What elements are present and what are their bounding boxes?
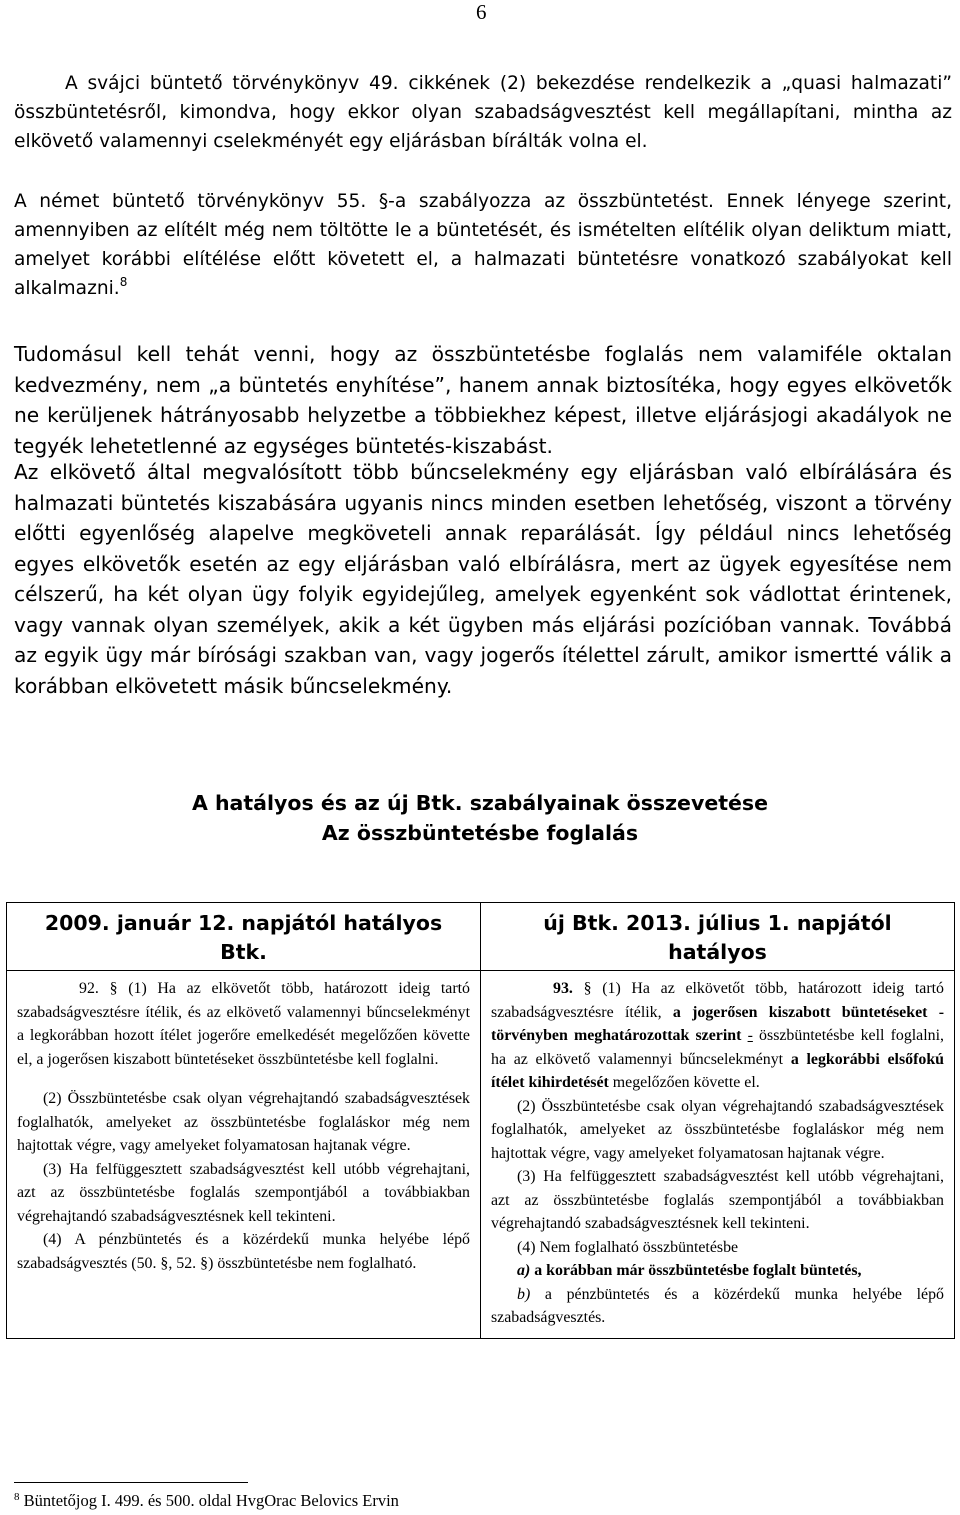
comparison-table: [6, 902, 955, 1339]
old-section-1: [17, 977, 470, 1071]
old-section-3: (3) Ha felfüggesztett szabadságvesztést kell utóbb végrehajtani, azt az összbüntetésbe foglalás szempontjából a továbbiakban végrehajtandó szabadságvesztésnek kell tekinteni.: [17, 1160, 470, 1225]
new-section-4b-label: b): [517, 1285, 531, 1303]
tudomasul-paragraph: [14, 339, 952, 461]
tudomasul-text-b: , hanem annak biztosítéka, hogy egyes elkövetők ne kerüljenek hátrányosabb helyzetbe a többiekhez képest, illetve eljárásjogi akadályok ne tegyék lehetetlenné az egységes büntetés-kiszabást.: [14, 372, 952, 458]
german-code-lead: A német büntető törvénykönyv 55. §-a szabályozza az összbüntetést.: [14, 191, 714, 212]
new-section-4b-text: a pénzbüntetés és a közérdekű munka helyébe lépő szabadságvesztés.: [491, 1285, 944, 1326]
elkoveto-paragraph: Az elkövető által megvalósított több bűncselekmény egy eljárásban való elbírálására és halmazati büntetés kiszabására ugyanis nincs minden esetben lehetőség, viszont a törvény előtti egyenlőség alapelve megköveteli annak reparálását. Így például nincs lehetőség egyes elkövetők esetén az egy eljárásban való elbírálásra, mert az ügyek egyesítése nem célszerű, ha két olyan ügy folyik egyidejűleg, amelyek egyenként sok vádlottat érintenek, vagy vannak olyan személyek, akik a két ügyben más eljárási pozícióban vannak. Továbbá az egyik ügy már bírósági szakban van, vagy jogerős ítélettel zárult, amikor ismertté válik a korábban elkövetett másik bűncselekmény.: [14, 460, 952, 698]
comparison-subtitle: Az összbüntetésbe foglalás: [321, 821, 639, 845]
old-section-4: (4) A pénzbüntetés és a közérdekű munka helyébe lépő szabadságvesztés (50. §, 52. §) összbüntetésbe nem foglalható.: [17, 1231, 470, 1272]
new-section-1-text-e: megelőzően követte el.: [608, 1074, 760, 1091]
new-section-1-text-c: összbüntetésbe kell foglalni, ha az elkövető valamennyi bűncselekményt: [491, 1027, 944, 1068]
new-section-3: (3) Ha felfüggesztett szabadságvesztést kell utóbb végrehajtani, azt az összbüntetésbe foglalás szempontjából a továbbiakban végrehajtandó szabadságvesztésnek kell tekinteni.: [491, 1168, 944, 1232]
new-section-number: 93.: [553, 980, 584, 997]
new-section-4a-label: a): [517, 1262, 531, 1279]
old-section-2: (2) Összbüntetésbe csak olyan végrehajtandó szabadságvesztések foglalhatók, amelyeket az összbüntetésbe foglaláskor még nem hajtottak végre, vagy amelyeket folyamatosan hajtanak végre.: [17, 1090, 470, 1154]
footnote: [14, 1490, 399, 1512]
footnote-reference: 8: [119, 275, 128, 289]
new-section-1: [491, 977, 944, 1095]
new-section-1-text-a: § (1) Ha az elkövetőt több, határozott ideig tartó szabadságvesztésre ítélik,: [491, 980, 944, 1021]
page-number: 6: [476, 0, 487, 24]
new-section-1-emphasis-2: a legkorábbi elsőfokú ítélet kihirdetését: [491, 1050, 944, 1091]
new-section-1-emphasis-1: a jogerősen kiszabott büntetéseket - törvényben meghatározottak szerint: [491, 1003, 945, 1044]
footnote-number: 8: [14, 1491, 20, 1503]
footnote-text: Büntetőjog I. 499. és 500. oldal HvgOrac Belovics Ervin: [19, 1491, 399, 1510]
old-btk-header: 2009. január 12. napjától hatályos Btk.: [7, 903, 481, 971]
new-section-4b: [491, 1283, 944, 1330]
old-section-1-text: § (1) Ha az elkövetőt több, határozott ideig tartó szabadságvesztésre ítélik, és az elkövető valamennyi bűncselekményt a legkorábban hozott ítélet jogerőre emelkedését megelőzően követte el, a jogerősen kiszabott büntetéseket összbüntetésbe kell foglalni.: [17, 980, 470, 1068]
swiss-code-paragraph: A svájci büntető törvénykönyv 49. cikkének (2) bekezdése rendelkezik a „quasi halmazati” összbüntetésről, kimondva, hogy ekkor olyan szabadságvesztést kell megállapítani, mintha az elkövető valamennyi cselekményét egy eljárásban bírálták volna el.: [14, 73, 952, 152]
new-section-4a-text: a korábban már összbüntetésbe foglalt büntetés,: [530, 1262, 862, 1279]
tudomasul-quote: „a büntetés enyhítése”: [208, 372, 445, 397]
new-section-4a: [491, 1259, 944, 1283]
tudomasul-text-a: Tudomásul kell tehát venni, hogy az összbüntetésbe foglalás nem valamiféle oktalan kedvezmény, nem: [14, 342, 952, 397]
new-section-2: (2) Összbüntetésbe csak olyan végrehajtandó szabadságvesztések foglalhatók, amelyeket az összbüntetésbe foglaláskor még nem hajtottak végre, vagy amelyeket folyamatosan hajtanak végre.: [491, 1097, 944, 1162]
footnote-separator: [14, 1482, 248, 1483]
new-section-4: (4) Nem foglalható összbüntetésbe: [517, 1238, 739, 1256]
german-code-text: Ennek lényege szerint, amennyiben az elítélt még nem töltötte le a büntetését, és ismételten elítélik olyan deliktum miatt, amelyet korábbi elítélése előtt követett el, a halmazati büntetésre vonatkozó szabályokat kell alkalmazni.: [14, 191, 952, 299]
new-btk-header: új Btk. 2013. július 1. napjától hatályos: [481, 903, 955, 971]
comparison-body-row: [7, 971, 955, 1339]
german-code-paragraph: [14, 187, 952, 303]
old-btk-cell: [7, 971, 481, 1339]
old-section-number: 92.: [79, 980, 110, 997]
spacer: [17, 1071, 470, 1087]
comparison-header-row: [7, 903, 955, 971]
new-btk-cell: [481, 971, 955, 1339]
comparison-title: A hatályos és az új Btk. szabályainak összevetése: [191, 791, 769, 815]
new-section-1-dash: -: [747, 1027, 753, 1044]
